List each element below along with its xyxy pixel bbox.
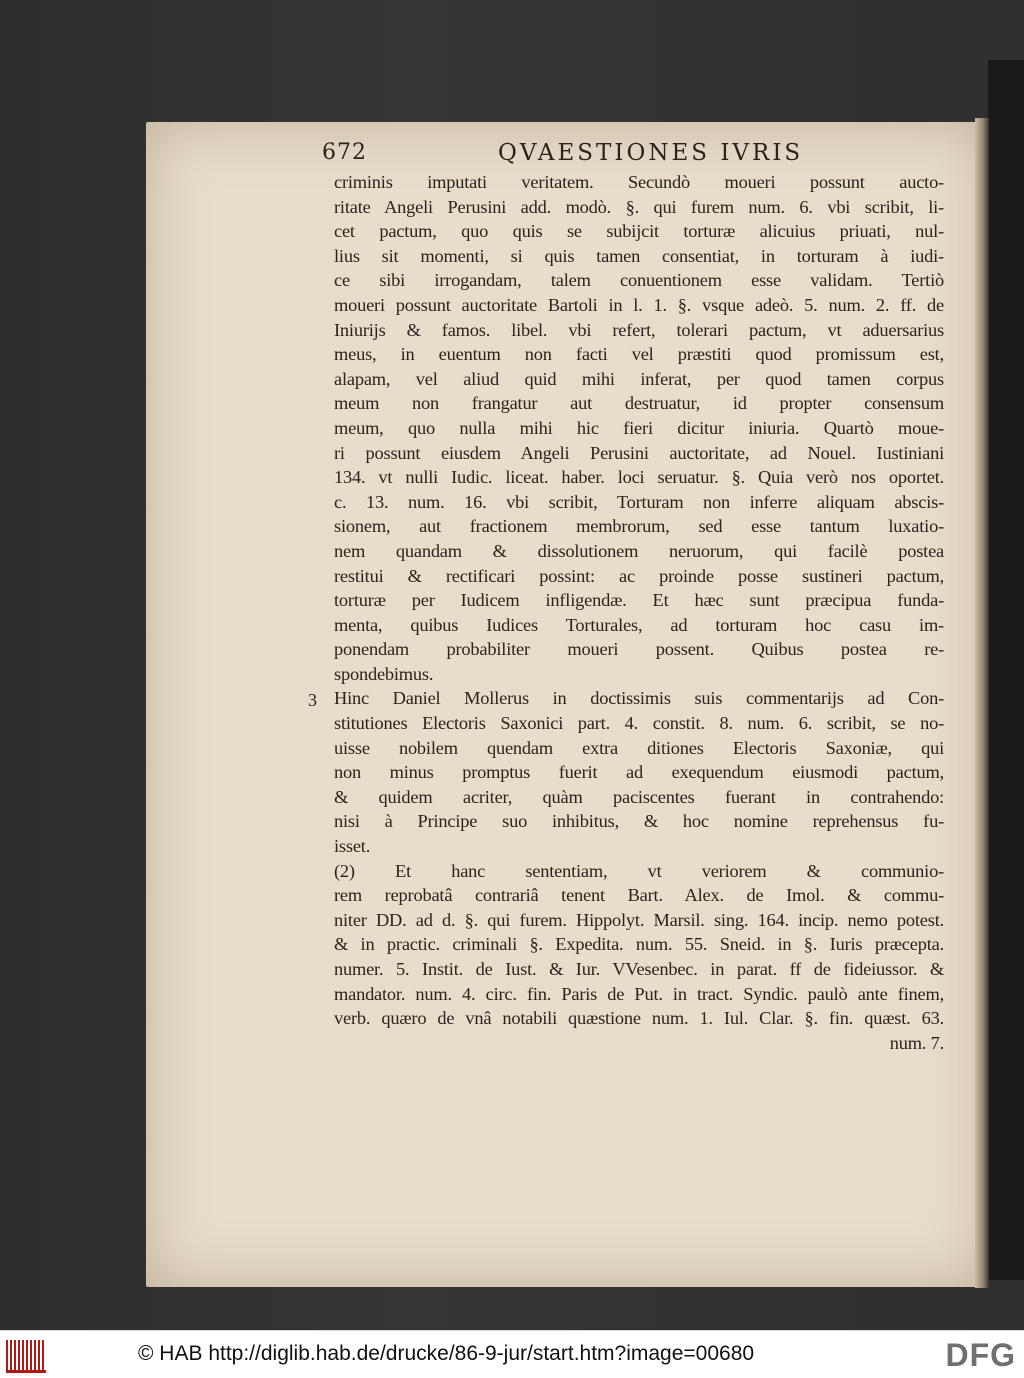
text-line: ce sibi irrogandam, talem conuentionem esse validam. Tertiò bbox=[334, 270, 944, 291]
page-number: 672 bbox=[322, 140, 367, 165]
viewer-footer bbox=[0, 1330, 1024, 1378]
book-spine bbox=[975, 118, 989, 1288]
dfg-logo[interactable]: DFG bbox=[945, 1337, 1016, 1373]
text-line: 134. vt nulli Iudic. liceat. haber. loci seruatur. §. Quia verò nos oportet. bbox=[334, 467, 944, 488]
text-line: nem quandam & dissolutionem neruorum, qui facilè postea bbox=[334, 540, 944, 561]
text-line: ponendam probabiliter moueri possent. Quibus postea re- bbox=[334, 639, 944, 660]
text-line: moueri possunt auctoritate Bartoli in l. 1. §. vsque adeò. 5. num. 2. ff. de bbox=[334, 294, 944, 315]
text-line: & quidem acriter, quàm paciscentes fuerant in contrahendo: bbox=[334, 786, 944, 807]
text-line: c. 13. num. 16. vbi scribit, Torturam non inferre aliquam abscis- bbox=[334, 491, 944, 512]
text-line: uisse nobilem quendam extra ditiones Electoris Saxoniæ, qui bbox=[334, 737, 944, 758]
text-line: sionem, aut fractionem membrorum, sed esse tantum luxatio- bbox=[334, 516, 944, 537]
copyright-link[interactable]: © HAB http://diglib.hab.de/drucke/86-9-jur/start.htm?image=00680 bbox=[138, 1342, 755, 1365]
text-line: numer. 5. Instit. de Iust. & Iur. VVesenbec. in parat. ff de fideiussor. & bbox=[334, 959, 944, 979]
text-line: cet pactum, quo quis se subijcit torturæ alicuius priuati, nul- bbox=[334, 221, 944, 242]
hab-logo-icon[interactable] bbox=[6, 1340, 46, 1373]
text-line: nisi à Principe suo inhibitus, & hoc nomine reprehensus fu- bbox=[334, 811, 944, 832]
text-line: ritate Angeli Perusini add. modò. §. qui furem num. 6. vbi scribit, li- bbox=[334, 196, 944, 217]
text-line: meum, quo nulla mihi hic fieri dicitur iniuria. Quartò moue- bbox=[334, 417, 944, 438]
text-line: & in practic. criminali §. Expedita. num. 55. Sneid. in §. Iuris præcepta. bbox=[334, 934, 944, 955]
text-line: ri possunt eiusdem Angeli Perusini auctoritate, ad Nouel. Iustiniani bbox=[334, 442, 944, 463]
text-line: niter DD. ad d. §. qui furem. Hippolyt. Marsil. sing. 164. incip. nemo potest. bbox=[334, 909, 944, 930]
text-line: non minus promptus fuerit ad exequendum eiusmodi pactum, bbox=[334, 762, 944, 783]
margin-note: 3 bbox=[308, 690, 317, 710]
text-line: isset. bbox=[334, 836, 371, 857]
text-line: Hinc Daniel Mollerus in doctissimis suis commentarijs ad Con- bbox=[334, 688, 944, 709]
text-line: verb. quæro de vnâ notabili quæstione num. 1. Iul. Clar. §. fin. quæst. 63. bbox=[334, 1008, 944, 1029]
text-line: criminis imputati veritatem. Secundò moueri possunt aucto- bbox=[334, 172, 944, 192]
text-line: rem reprobatâ contrariâ tenent Bart. Alex. de Imol. & commu- bbox=[334, 885, 944, 906]
text-line: torturæ per Iudicem infligendæ. Et hæc sunt præcipua funda- bbox=[334, 590, 944, 611]
text-line: num. 7. bbox=[889, 1032, 944, 1053]
text-line: restitui & rectificari possint: ac proinde posse sustineri pactum, bbox=[334, 565, 944, 586]
text-line: lius sit momenti, si quis tamen consentiat, in torturam à iudi- bbox=[334, 245, 944, 266]
text-line: meus, in euentum non facti vel præstiti quod promissum est, bbox=[334, 344, 944, 365]
text-line: stitutiones Electoris Saxonici part. 4. constit. 8. num. 6. scribit, se no- bbox=[334, 713, 944, 734]
text-line: Iniurijs & famos. libel. vbi refert, tolerari pactum, vt aduersarius bbox=[334, 319, 944, 340]
body-text bbox=[334, 170, 944, 1055]
scanner-edge bbox=[988, 60, 1024, 1280]
text-line: meum non frangatur aut destruatur, id propter consensum bbox=[334, 393, 944, 414]
text-line: spondebimus. bbox=[334, 663, 434, 684]
running-head: QVAESTIONES IVRIS bbox=[498, 140, 804, 166]
text-line: menta, quibus Iudices Torturales, ad torturam hoc casu im- bbox=[334, 614, 944, 635]
text-line: (2) Et hanc sententiam, vt veriorem & communio- bbox=[334, 860, 944, 881]
text-line: alapam, vel aliud quid mihi inferat, per quod tamen corpus bbox=[334, 368, 944, 389]
text-line: mandator. num. 4. circ. fin. Paris de Put. in tract. Syndic. paulò ante finem, bbox=[334, 983, 944, 1004]
